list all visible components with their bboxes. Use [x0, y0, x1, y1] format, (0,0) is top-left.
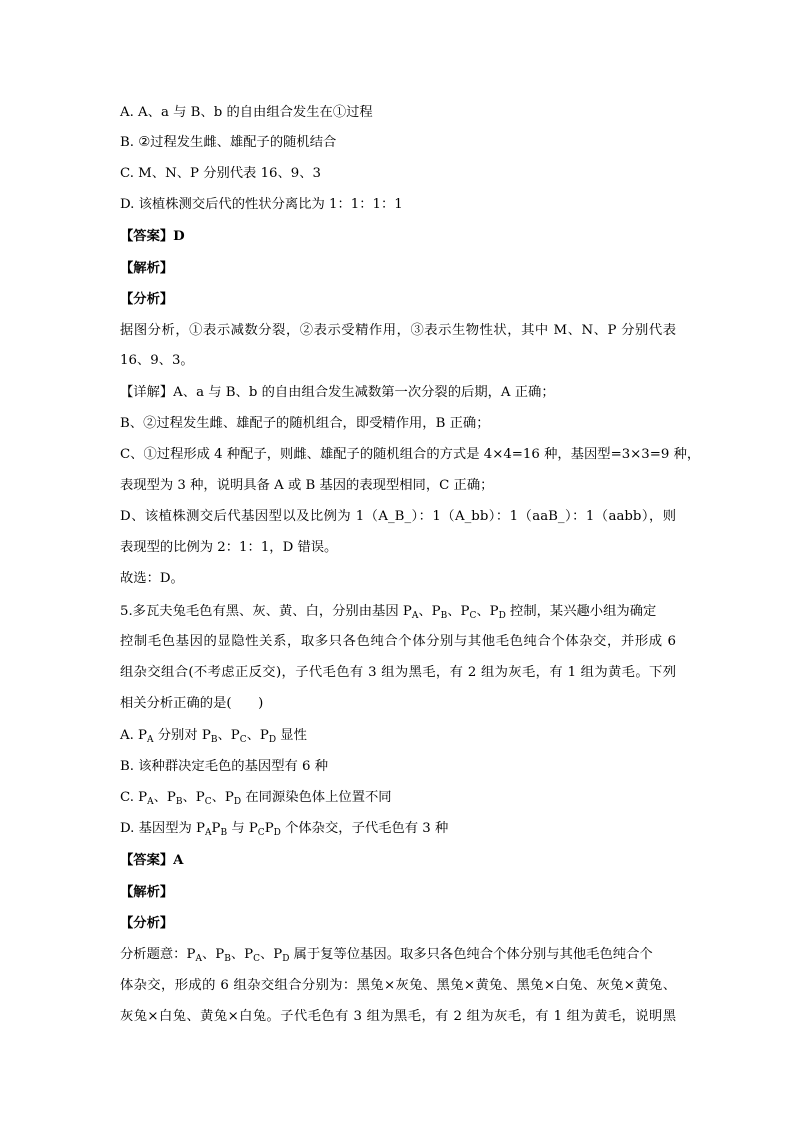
q4-detail-line-3: C、①过程形成 4 种配子，则雌、雄配子的随机组合的方式是 4×4=16 种，基因型=3×3=9 种，: [120, 447, 701, 462]
q4-analysis-line-2: 16、9、3。: [120, 353, 194, 368]
q5-stem-line-4: 相关分析正确的是( ): [120, 696, 264, 711]
q4-detail-line-4: 表现型为 3 种，说明具备 A 或 B 基因的表现型相同，C 正确；: [120, 478, 494, 493]
q5-analysis-line-1: 分析题意：$P_A$、$P_B$、$P_C$、$P_D$ 属于复等位基因。取多只各色纯合个体分别与其他毛色纯合个: [120, 947, 653, 964]
q5-explanation-heading: 【解析】: [120, 885, 174, 900]
q5-analysis-line-2: 体杂交，形成的 6 组杂交组合分别为：黑兔×灰兔、黑兔×黄兔、黑兔×白兔、灰兔×黄兔、: [120, 978, 676, 993]
q5-option-d: D. 基因型为 $P_AP_B$ 与 $P_CP_D$ 个体杂交，子代毛色有 3 种: [120, 821, 449, 838]
q4-option-b: B. ②过程发生雌、雄配子的随机结合: [120, 135, 337, 150]
q5-stem-line-2: 控制毛色基因的显隐性关系，取多只各色纯合个体分别与其他毛色纯合个体杂交，并形成 6: [120, 634, 676, 649]
q5-stem-line-3: 组杂交组合(不考虑正反交)，子代毛色有 3 组为黑毛，有 2 组为灰毛，有 1 组为黄毛。下列: [120, 665, 676, 680]
q5-option-b: B. 该种群决定毛色的基因型有 6 种: [120, 759, 328, 774]
q5-analysis-heading: 【分析】: [120, 916, 174, 931]
q4-conclusion: 故选：D。: [120, 571, 184, 586]
q5-stem-line-1: 5.多瓦夫兔毛色有黑、灰、黄、白，分别由基因 $P_A$、$P_B$、$P_C$、$P_D$ 控制，某兴趣小组为确定: [120, 604, 657, 621]
q4-analysis-line-1: 据图分析，①表示减数分裂，②表示受精作用，③表示生物性状，其中 M、N、P 分别代表: [120, 323, 676, 338]
q5-analysis-line-3: 灰兔×白兔、黄兔×白兔。子代毛色有 3 组为黑毛，有 2 组为灰毛，有 1 组为黄毛，说明黑: [120, 1009, 676, 1024]
q5-option-a: A. $P_A$ 分别对 $P_B$、$P_C$、$P_D$ 显性: [120, 728, 307, 745]
q4-detail-line-5: D、该植株测交后代基因型以及比例为 1（A_B_）：1（A_bb）：1（aaB_）：1（aabb），则: [120, 509, 676, 524]
q4-detail-line-2: B、②过程发生雌、雄配子的随机组合，即受精作用，B 正确；: [120, 416, 490, 431]
q5-option-c: C. $P_A$、$P_B$、$P_C$、$P_D$ 在同源染色体上位置不同: [120, 790, 392, 807]
q4-option-c: C. M、N、P 分别代表 16、9、3: [120, 166, 322, 181]
q4-option-a: A. A、a 与 B、b 的自由组合发生在①过程: [120, 105, 373, 120]
q4-option-d: D. 该植株测交后代的性状分离比为 1：1：1：1: [120, 197, 403, 212]
q4-detail-line-6: 表现型的比例为 2：1：1，D 错误。: [120, 540, 338, 555]
q4-explanation-heading: 【解析】: [120, 261, 174, 276]
q4-detail-line-1: 【详解】A、a 与 B、b 的自由组合发生减数第一次分裂的后期，A 正确；: [120, 385, 555, 400]
q4-answer: 【答案】D: [120, 229, 185, 244]
q4-analysis-heading: 【分析】: [120, 292, 174, 307]
q5-answer: 【答案】A: [120, 853, 184, 868]
